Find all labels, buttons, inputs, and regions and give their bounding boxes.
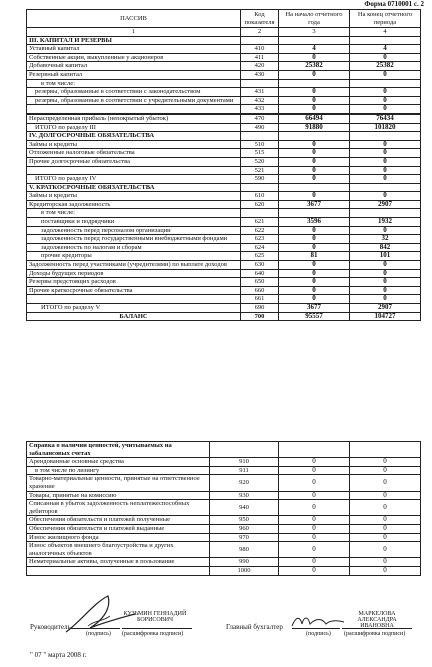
liability-row bbox=[27, 278, 421, 287]
head-name: КУЗЬМИН ГЕННАДИЙ БОРИСОВИЧ bbox=[123, 611, 187, 623]
liability-begin-cell: 0 bbox=[279, 105, 350, 114]
liability-end-cell: 0 bbox=[350, 261, 421, 270]
liability-end-cell: 0 bbox=[350, 70, 421, 79]
liability-code-cell: 470 bbox=[241, 114, 279, 123]
liability-row bbox=[27, 175, 421, 184]
liability-code-cell: 420 bbox=[241, 62, 279, 71]
liability-name-cell: IV. ДОЛГОСРОЧНЫЕ ОБЯЗАТЕЛЬСТВА bbox=[27, 132, 241, 141]
liability-code-cell: 624 bbox=[241, 243, 279, 252]
header-name: ПАССИВ bbox=[27, 10, 241, 28]
liability-name-cell bbox=[27, 166, 241, 175]
liability-row bbox=[27, 36, 421, 45]
liability-name-cell: прочие кредиторы bbox=[27, 252, 241, 261]
liability-name-cell: Прочие долгосрочные обязательства bbox=[27, 157, 241, 166]
off-balance-name-cell: Арендованные основные средства bbox=[27, 458, 210, 467]
liability-begin-cell: 0 bbox=[279, 157, 350, 166]
liability-end-cell: 0 bbox=[350, 192, 421, 201]
off-balance-row bbox=[27, 558, 421, 567]
liability-code-cell: 515 bbox=[241, 149, 279, 158]
off-balance-name-cell: Товары, принятые на комиссию bbox=[27, 491, 210, 500]
liability-name-cell: Нераспределенная прибыль (непокрытый убыток) bbox=[27, 114, 241, 123]
liability-row bbox=[27, 286, 421, 295]
liability-begin-cell: 0 bbox=[279, 53, 350, 62]
off-balance-row bbox=[27, 475, 421, 491]
liability-name-cell bbox=[27, 105, 241, 114]
liability-row bbox=[27, 183, 421, 192]
liability-row bbox=[27, 70, 421, 79]
liability-end-cell bbox=[350, 209, 421, 218]
liability-begin-cell: 3596 bbox=[279, 218, 350, 227]
liability-code-cell: 610 bbox=[241, 192, 279, 201]
off-balance-name-cell: Нематериальные активы, полученные в пользование bbox=[27, 558, 210, 567]
off-balance-name-cell: Обеспечения обязательств и платежей выданные bbox=[27, 524, 210, 533]
off-balance-row bbox=[27, 491, 421, 500]
liability-begin-cell bbox=[279, 183, 350, 192]
liability-begin-cell: 0 bbox=[279, 243, 350, 252]
liability-begin-cell: 0 bbox=[279, 192, 350, 201]
off-balance-begin-cell: 0 bbox=[279, 458, 350, 467]
liability-code-cell: 430 bbox=[241, 70, 279, 79]
liability-code-cell: 622 bbox=[241, 226, 279, 235]
off-balance-begin-cell: 0 bbox=[279, 524, 350, 533]
off-balance-code-cell: 1000 bbox=[210, 566, 279, 575]
off-balance-name-cell: Товарно-материальные ценности, принятые на ответственное хранение bbox=[27, 475, 210, 491]
off-balance-begin-cell: 0 bbox=[279, 542, 350, 558]
liabilities-body bbox=[27, 36, 421, 321]
liability-name-cell: Собственные акции, выкупленные у акционеров bbox=[27, 53, 241, 62]
off-balance-begin-cell bbox=[279, 442, 350, 458]
accountant-decode-caption: (расшифровка подписи) bbox=[344, 631, 406, 637]
off-balance-end-cell: 0 bbox=[350, 475, 421, 491]
liability-name-cell: III. КАПИТАЛ И РЕЗЕРВЫ bbox=[27, 36, 241, 45]
col-num-1: 1 bbox=[27, 28, 241, 37]
off-balance-name-cell: Списанная в убыток задолженность неплатежеспособных дебиторов bbox=[27, 500, 210, 516]
liability-code-cell: 650 bbox=[241, 278, 279, 287]
liability-code-cell: 623 bbox=[241, 235, 279, 244]
liability-code-cell bbox=[241, 183, 279, 192]
liability-row bbox=[27, 149, 421, 158]
liability-end-cell: 0 bbox=[350, 286, 421, 295]
off-balance-code-cell: 970 bbox=[210, 533, 279, 542]
head-decode-caption: (расшифровка подписи) bbox=[122, 631, 184, 637]
off-balance-name-cell: Обеспечения обязательств и платежей полученные bbox=[27, 516, 210, 525]
liability-begin-cell: 0 bbox=[279, 269, 350, 278]
liability-end-cell: 0 bbox=[350, 88, 421, 97]
liability-end-cell: 0 bbox=[350, 53, 421, 62]
liability-begin-cell: 81 bbox=[279, 252, 350, 261]
liability-row bbox=[27, 235, 421, 244]
liability-name-cell: Задолженность перед участниками (учредителями) по выплате доходов bbox=[27, 261, 241, 270]
liability-code-cell: 661 bbox=[241, 295, 279, 304]
liability-end-cell: 76434 bbox=[350, 114, 421, 123]
report-date: " 07 " марта 2008 г. bbox=[30, 651, 87, 659]
liability-row bbox=[27, 192, 421, 201]
liability-row bbox=[27, 312, 421, 321]
accountant-sign-caption: (подпись) bbox=[306, 631, 331, 637]
accountant-label: Главный бухгалтер bbox=[226, 623, 283, 631]
liability-end-cell: 0 bbox=[350, 295, 421, 304]
liability-row bbox=[27, 88, 421, 97]
liability-begin-cell: 0 bbox=[279, 278, 350, 287]
off-balance-row bbox=[27, 566, 421, 575]
liability-code-cell: 431 bbox=[241, 88, 279, 97]
liability-begin-cell: 3677 bbox=[279, 200, 350, 209]
liability-end-cell: 2907 bbox=[350, 304, 421, 313]
liability-name-cell: Займы и кредиты bbox=[27, 140, 241, 149]
liability-code-cell: 490 bbox=[241, 123, 279, 132]
liability-code-cell: 620 bbox=[241, 200, 279, 209]
liability-begin-cell: 91880 bbox=[279, 123, 350, 132]
liability-row bbox=[27, 261, 421, 270]
liability-name-cell: резервы, образованные в соответствии с законодательством bbox=[27, 88, 241, 97]
liability-end-cell: 101820 bbox=[350, 123, 421, 132]
off-balance-row bbox=[27, 466, 421, 475]
liability-row bbox=[27, 140, 421, 149]
liability-row bbox=[27, 157, 421, 166]
liability-end-cell: 32 bbox=[350, 235, 421, 244]
liability-end-cell: 0 bbox=[350, 105, 421, 114]
liability-row bbox=[27, 218, 421, 227]
off-balance-code-cell: 960 bbox=[210, 524, 279, 533]
liability-code-cell: 410 bbox=[241, 45, 279, 54]
liability-row bbox=[27, 166, 421, 175]
liability-code-cell: 630 bbox=[241, 261, 279, 270]
liability-begin-cell: 0 bbox=[279, 295, 350, 304]
off-balance-end-cell: 0 bbox=[350, 558, 421, 567]
liability-code-cell: 590 bbox=[241, 175, 279, 184]
liability-end-cell: 1932 bbox=[350, 218, 421, 227]
liability-row bbox=[27, 105, 421, 114]
header-end: На конец отчетного периода bbox=[350, 10, 421, 28]
liability-row bbox=[27, 226, 421, 235]
liability-row bbox=[27, 53, 421, 62]
liability-row bbox=[27, 304, 421, 313]
form-code: Форма 0710001 с. 2 bbox=[364, 0, 424, 8]
liability-end-cell bbox=[350, 132, 421, 141]
liability-begin-cell: 3677 bbox=[279, 304, 350, 313]
liability-code-cell bbox=[241, 79, 279, 88]
off-balance-end-cell: 0 bbox=[350, 500, 421, 516]
liability-begin-cell: 95557 bbox=[279, 312, 350, 321]
off-balance-begin-cell: 0 bbox=[279, 533, 350, 542]
off-balance-code-cell: 950 bbox=[210, 516, 279, 525]
liability-row bbox=[27, 45, 421, 54]
liability-code-cell bbox=[241, 209, 279, 218]
liability-row bbox=[27, 114, 421, 123]
off-balance-name-cell: Износ жилищного фонда bbox=[27, 533, 210, 542]
liability-name-cell: Прочие краткосрочные обязательства bbox=[27, 286, 241, 295]
liability-begin-cell bbox=[279, 132, 350, 141]
liability-name-cell: в том числе: bbox=[27, 209, 241, 218]
liability-begin-cell: 0 bbox=[279, 70, 350, 79]
accountant-name-line bbox=[342, 628, 412, 629]
liability-name-cell: Займы и кредиты bbox=[27, 192, 241, 201]
head-sign-caption: (подпись) bbox=[86, 631, 111, 637]
liability-name-cell: задолженность по налогам и сборам bbox=[27, 243, 241, 252]
liability-end-cell: 0 bbox=[350, 149, 421, 158]
header-begin: На начало отчетного года bbox=[279, 10, 350, 28]
liability-end-cell: 0 bbox=[350, 175, 421, 184]
header-code: Код показателя bbox=[241, 10, 279, 28]
liability-row bbox=[27, 79, 421, 88]
liability-end-cell: 0 bbox=[350, 278, 421, 287]
liability-begin-cell: 25382 bbox=[279, 62, 350, 71]
liability-end-cell: 0 bbox=[350, 166, 421, 175]
off-balance-table bbox=[26, 441, 421, 576]
off-balance-row bbox=[27, 458, 421, 467]
liability-end-cell: 2907 bbox=[350, 200, 421, 209]
liability-begin-cell: 0 bbox=[279, 88, 350, 97]
liability-code-cell: 433 bbox=[241, 105, 279, 114]
off-balance-end-cell: 0 bbox=[350, 542, 421, 558]
off-balance-code-cell: 911 bbox=[210, 466, 279, 475]
liability-code-cell bbox=[241, 36, 279, 45]
liability-begin-cell: 0 bbox=[279, 96, 350, 105]
liability-name-cell: Уставный капитал bbox=[27, 45, 241, 54]
liability-begin-cell: 66494 bbox=[279, 114, 350, 123]
off-balance-code-cell: 920 bbox=[210, 475, 279, 491]
liability-code-cell: 621 bbox=[241, 218, 279, 227]
off-balance-end-cell: 0 bbox=[350, 566, 421, 575]
liability-row bbox=[27, 132, 421, 141]
off-balance-begin-cell: 0 bbox=[279, 491, 350, 500]
off-balance-end-cell: 0 bbox=[350, 491, 421, 500]
liability-end-cell: 25382 bbox=[350, 62, 421, 71]
liability-begin-cell: 0 bbox=[279, 226, 350, 235]
liability-code-cell: 520 bbox=[241, 157, 279, 166]
liability-name-cell: ИТОГО по разделу IV bbox=[27, 175, 241, 184]
liability-end-cell: 0 bbox=[350, 96, 421, 105]
off-balance-begin-cell: 0 bbox=[279, 558, 350, 567]
liability-code-cell: 640 bbox=[241, 269, 279, 278]
liability-begin-cell: 0 bbox=[279, 175, 350, 184]
col-num-2: 2 bbox=[241, 28, 279, 37]
off-balance-code-cell: 980 bbox=[210, 542, 279, 558]
liability-row bbox=[27, 243, 421, 252]
off-balance-end-cell: 0 bbox=[350, 516, 421, 525]
off-balance-row bbox=[27, 500, 421, 516]
liability-begin-cell bbox=[279, 36, 350, 45]
liability-end-cell: 104727 bbox=[350, 312, 421, 321]
liability-row bbox=[27, 252, 421, 261]
liability-name-cell: ИТОГО по разделу V bbox=[27, 304, 241, 313]
liability-name-cell: Отложенные налоговые обязательства bbox=[27, 149, 241, 158]
off-balance-row bbox=[27, 533, 421, 542]
off-balance-row bbox=[27, 524, 421, 533]
head-name-line bbox=[122, 628, 192, 629]
liability-end-cell bbox=[350, 36, 421, 45]
liability-code-cell: 432 bbox=[241, 96, 279, 105]
liability-end-cell: 101 bbox=[350, 252, 421, 261]
liability-begin-cell: 0 bbox=[279, 149, 350, 158]
accountant-name: МАРКЕЛОВА АЛЕКСАНДРА ИВАНОВНА bbox=[357, 611, 397, 629]
liability-end-cell bbox=[350, 79, 421, 88]
liability-end-cell: 0 bbox=[350, 269, 421, 278]
liability-end-cell: 842 bbox=[350, 243, 421, 252]
liability-name-cell: V. КРАТКОСРОЧНЫЕ ОБЯЗАТЕЛЬСТВА bbox=[27, 183, 241, 192]
off-balance-code-cell: 940 bbox=[210, 500, 279, 516]
liability-begin-cell: 4 bbox=[279, 45, 350, 54]
off-balance-code-cell bbox=[210, 442, 279, 458]
liability-begin-cell: 0 bbox=[279, 235, 350, 244]
liability-name-cell: поставщики и подрядчики bbox=[27, 218, 241, 227]
liability-begin-cell: 0 bbox=[279, 286, 350, 295]
off-balance-end-cell: 0 bbox=[350, 524, 421, 533]
off-balance-begin-cell: 0 bbox=[279, 516, 350, 525]
off-balance-row bbox=[27, 442, 421, 458]
liability-code-cell: 700 bbox=[241, 312, 279, 321]
liability-row bbox=[27, 123, 421, 132]
liability-end-cell: 0 bbox=[350, 226, 421, 235]
liability-name-cell bbox=[27, 295, 241, 304]
liability-end-cell: 4 bbox=[350, 45, 421, 54]
liability-code-cell: 411 bbox=[241, 53, 279, 62]
liabilities-table bbox=[26, 9, 421, 321]
liability-row bbox=[27, 209, 421, 218]
liability-code-cell bbox=[241, 132, 279, 141]
off-balance-begin-cell: 0 bbox=[279, 466, 350, 475]
off-balance-name-cell: Износ объектов внешнего благоустройства и других аналогичных объектов bbox=[27, 542, 210, 558]
head-label: Руководитель bbox=[30, 623, 71, 631]
liability-code-cell: 510 bbox=[241, 140, 279, 149]
accountant-signature-image bbox=[288, 612, 348, 632]
liability-code-cell: 690 bbox=[241, 304, 279, 313]
col-num-3: 3 bbox=[279, 28, 350, 37]
liability-row bbox=[27, 269, 421, 278]
off-balance-name-cell bbox=[27, 566, 210, 575]
liability-name-cell: Доходы будущих периодов bbox=[27, 269, 241, 278]
off-balance-end-cell bbox=[350, 442, 421, 458]
liability-name-cell: ИТОГО по разделу III bbox=[27, 123, 241, 132]
liability-begin-cell: 0 bbox=[279, 166, 350, 175]
off-balance-begin-cell: 0 bbox=[279, 500, 350, 516]
liability-end-cell: 0 bbox=[350, 157, 421, 166]
liability-row bbox=[27, 295, 421, 304]
liability-name-cell: Кредиторская задолженность bbox=[27, 200, 241, 209]
off-balance-name-cell: Справка о наличии ценностей, учитываемых на забалансовых счетах bbox=[27, 442, 210, 458]
liability-begin-cell: 0 bbox=[279, 140, 350, 149]
off-balance-code-cell: 930 bbox=[210, 491, 279, 500]
liability-end-cell bbox=[350, 183, 421, 192]
liability-name-cell: Резервный капитал bbox=[27, 70, 241, 79]
liability-code-cell: 625 bbox=[241, 252, 279, 261]
liability-name-cell: Добавочный капитал bbox=[27, 62, 241, 71]
liability-name-cell: резервы, образованные в соответствии с учредительными документами bbox=[27, 96, 241, 105]
off-balance-end-cell: 0 bbox=[350, 533, 421, 542]
col-num-4: 4 bbox=[350, 28, 421, 37]
liability-begin-cell bbox=[279, 209, 350, 218]
liability-row bbox=[27, 96, 421, 105]
liability-begin-cell bbox=[279, 79, 350, 88]
liability-begin-cell: 0 bbox=[279, 261, 350, 270]
liability-row bbox=[27, 62, 421, 71]
liability-name-cell: задолженность перед персоналом организации bbox=[27, 226, 241, 235]
liability-name-cell: Резервы предстоящих расходов bbox=[27, 278, 241, 287]
off-balance-end-cell: 0 bbox=[350, 466, 421, 475]
off-balance-code-cell: 990 bbox=[210, 558, 279, 567]
liability-row bbox=[27, 200, 421, 209]
off-balance-end-cell: 0 bbox=[350, 458, 421, 467]
liability-end-cell: 0 bbox=[350, 140, 421, 149]
off-balance-row bbox=[27, 516, 421, 525]
off-balance-name-cell: в том числе по лизингу bbox=[27, 466, 210, 475]
off-balance-code-cell: 910 bbox=[210, 458, 279, 467]
off-balance-body bbox=[27, 442, 421, 576]
liability-code-cell: 521 bbox=[241, 166, 279, 175]
off-balance-row bbox=[27, 542, 421, 558]
liability-name-cell: задолженность перед государственными внебюджетными фондами bbox=[27, 235, 241, 244]
off-balance-begin-cell: 0 bbox=[279, 566, 350, 575]
liability-code-cell: 660 bbox=[241, 286, 279, 295]
liability-name-cell: в том числе: bbox=[27, 79, 241, 88]
liability-name-cell: БАЛАНС bbox=[27, 312, 241, 321]
off-balance-begin-cell: 0 bbox=[279, 475, 350, 491]
